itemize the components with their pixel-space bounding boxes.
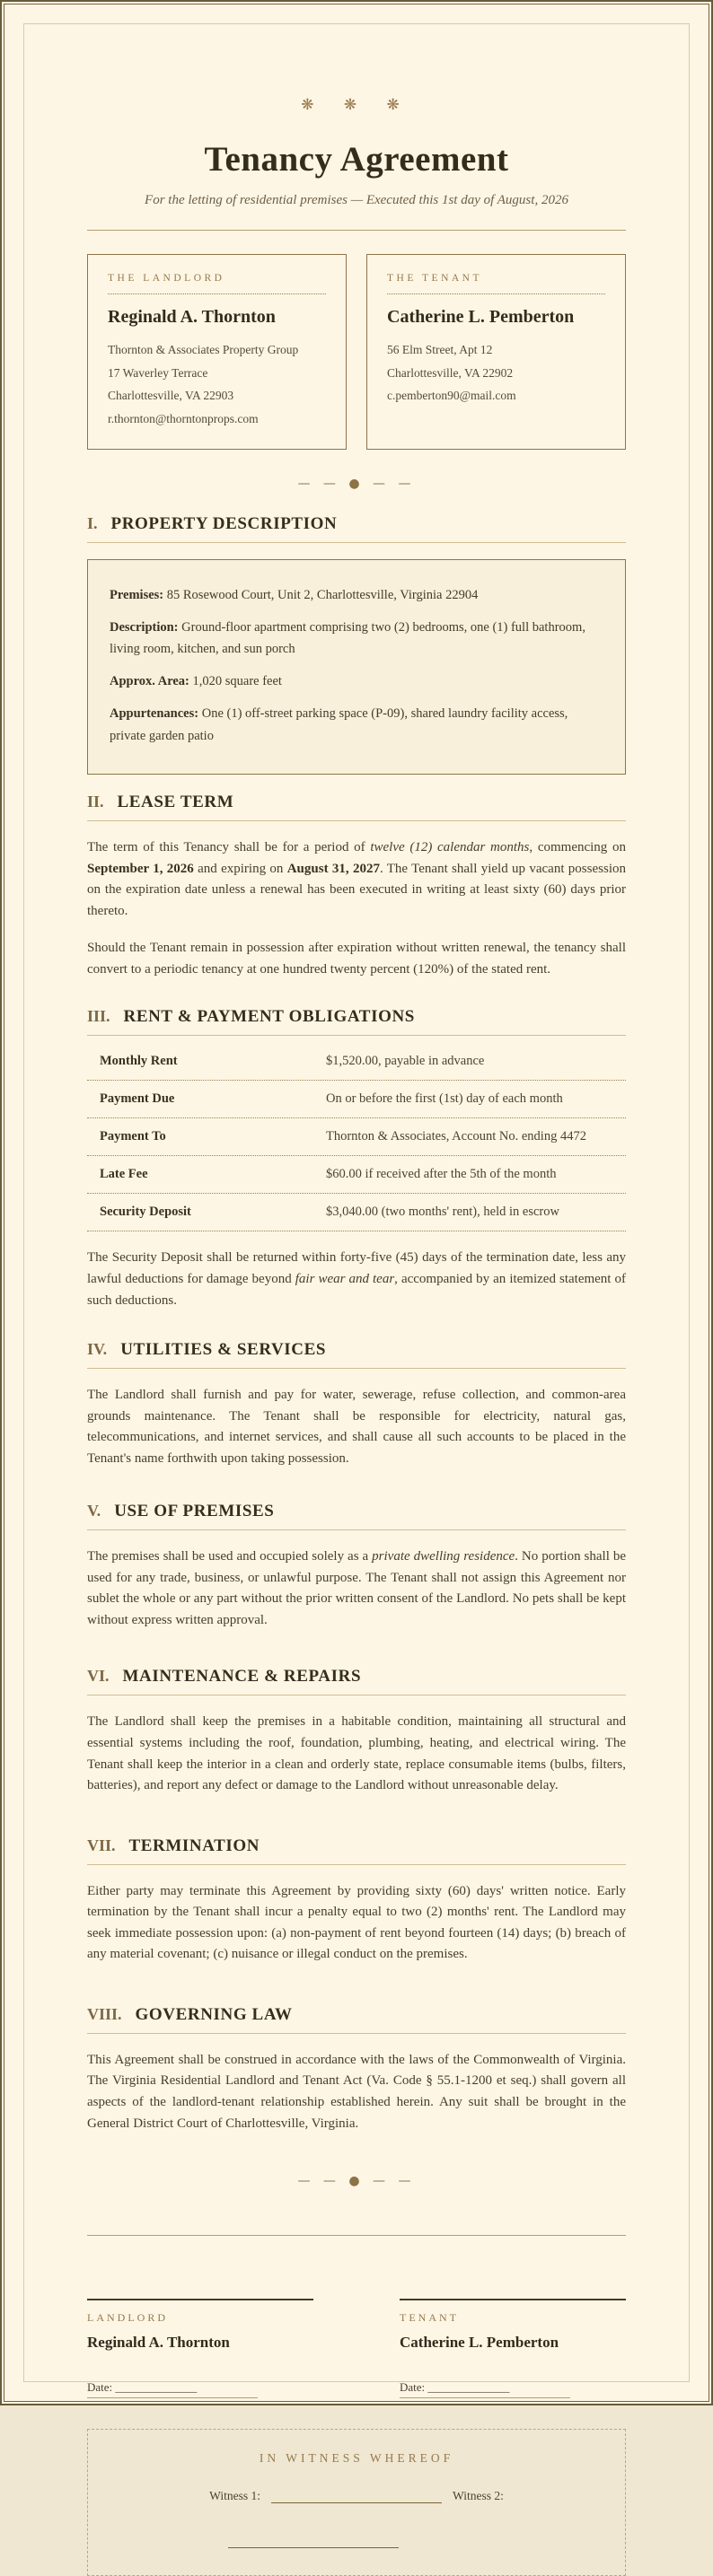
landlord-name: Reginald A. Thornton [108, 307, 276, 327]
section-heading [87, 1667, 626, 1687]
section-lease-term [87, 793, 626, 980]
premises-line: Premises: 85 Rosewood Court, Unit 2, Charlottesville, Virginia 22904 [110, 587, 479, 602]
section-title: GOVERNING LAW [135, 2004, 293, 2024]
witness-row [63, 2536, 564, 2548]
rent-row-value: $1,520.00, payable in advance [326, 1054, 485, 1069]
section-numeral: VIII. [87, 2004, 122, 2023]
witness2-signature-line[interactable] [228, 2536, 399, 2548]
rent-row-label: Monthly Rent [100, 1054, 178, 1069]
section-rule [87, 1529, 626, 1530]
tenant-signature-name: Catherine L. Pemberton [400, 2334, 559, 2352]
section-divider-ornament: — — ● — — [297, 476, 416, 491]
section-heading [87, 1836, 626, 1856]
section-rule [87, 1035, 626, 1036]
section-numeral: VII. [87, 1836, 116, 1854]
section-use-of-premises [87, 1502, 626, 1631]
tenant-role-label: TENANT [400, 2311, 459, 2325]
use-paragraph: The premises shall be used and occupied solely as a private dwelling residence. No portion shall be used for any trade, business, or unlawful purpose. The Tenant shall not assign this Agreement nor sublet the whole or any part without the prior written consent of the Landlord. No pets shall be kept without express written approval. [87, 1549, 627, 1627]
page-border-frame [4, 4, 709, 2503]
rent-row-value: $60.00 if received after the 5th of the month [326, 1167, 557, 1182]
section-rule [87, 1368, 626, 1369]
rent-row-value: $3,040.00 (two months' rent), held in escrow [326, 1205, 559, 1220]
section-numeral: VI. [87, 1667, 110, 1686]
witness2-label: Witness 2: [453, 2489, 504, 2503]
witness-box [87, 2429, 626, 2576]
security-deposit-paragraph: The Security Deposit shall be returned within forty-five (45) days of the termination date, less any lawful deductions for damage beyond fair wear and tear, accompanied by an itemized statement of such deductions. [87, 1250, 626, 1308]
tenant-address-line2: Charlottesville, VA 22902 [387, 365, 514, 380]
section-heading [87, 1007, 626, 1027]
section-heading [87, 514, 626, 534]
parties-grid [87, 254, 626, 450]
description-line: Description: Ground-floor apartment comprising two (2) bedrooms, one (1) full bathroom, living room, kitchen, and sun porch [110, 619, 585, 657]
tenant-details [387, 338, 605, 407]
section-rule [87, 2033, 626, 2034]
rent-table [87, 1043, 626, 1231]
section-title: PROPERTY DESCRIPTION [110, 513, 338, 533]
page-title: Tenancy Agreement [204, 140, 509, 179]
section-termination [87, 1836, 626, 1966]
section-title: RENT & PAYMENT OBLIGATIONS [123, 1007, 415, 1027]
page-subtitle: For the letting of residential premises — Executed this 1st day of August, 2026 [145, 193, 568, 207]
rent-row-label: Security Deposit [100, 1205, 191, 1220]
section-heading [87, 1502, 626, 1521]
section-maintenance [87, 1667, 626, 1796]
landlord-date-field[interactable]: Date: ______________ [87, 2380, 258, 2398]
tenant-address-line1: 56 Elm Street, Apt 12 [387, 343, 493, 356]
lease-term-paragraph-1: The term of this Tenancy shall be for a period of twelve (12) calendar months, commencing on September 1, 2026 and expiring on August 31, 2027. The Tenant shall yield up vacant possession on the expiration date unless a renewal has been executed in writing at least sixty (60) days prior thereto. [87, 840, 626, 918]
tenant-date-field[interactable]: Date: ______________ [400, 2380, 570, 2398]
area-line: Approx. Area: 1,020 square feet [110, 674, 282, 689]
table-row [87, 1118, 626, 1156]
section-numeral: V. [87, 1502, 101, 1520]
header-divider [87, 230, 626, 231]
maintenance-paragraph: The Landlord shall keep the premises in a habitable condition, maintaining all structural and essential systems including the roof, foundation, plumbing, heating, and electrical wiring. The Tenant shall keep the interior in a clean and orderly state, replace consumable items (bulbs, filters, batteries), and report any defect or damage to the Landlord without unreasonable delay. [87, 1714, 626, 1793]
rent-row-value: Thornton & Associates, Account No. ending 4472 [326, 1129, 586, 1144]
landlord-box [87, 254, 347, 450]
section-numeral: II. [87, 793, 104, 811]
section-title: MAINTENANCE & REPAIRS [122, 1667, 362, 1687]
section-property-description [87, 514, 626, 775]
section-governing-law [87, 2005, 626, 2134]
lease-term-paragraph-2: Should the Tenant remain in possession after expiration without written renewal, the tenancy shall convert to a periodic tenancy at one hundred twenty percent (120%) of the stated rent. [87, 941, 626, 977]
section-heading [87, 793, 626, 812]
appurtenances-line: Appurtenances: One (1) off-street parking space (P-09), shared laundry facility access, private garden patio [110, 706, 568, 744]
section-rent-payment [87, 1007, 626, 1311]
section-title: TERMINATION [128, 1836, 260, 1855]
signatures-grid [87, 2299, 626, 2398]
landlord-company: Thornton & Associates Property Group [108, 343, 299, 356]
rent-row-label: Late Fee [100, 1167, 148, 1182]
section-title: UTILITIES & SERVICES [120, 1340, 327, 1360]
section-numeral: IV. [87, 1340, 108, 1359]
landlord-box-label: THE LANDLORD [108, 273, 225, 284]
section-rule [87, 820, 626, 821]
section-rule [87, 542, 626, 543]
section-utilities [87, 1340, 626, 1469]
table-row [87, 1156, 626, 1194]
section-numeral: I. [87, 513, 98, 532]
rent-row-label: Payment Due [100, 1091, 175, 1107]
utilities-paragraph: The Landlord shall furnish and pay for water, sewerage, refuse collection, and common-area grounds maintenance. The Tenant shall be responsible for electricity, natural gas, telecommunications, and internet services, and shall cause all such accounts to be placed in the Tenant's name forthwith upon taking possession. [87, 1388, 626, 1466]
landlord-signature-name: Reginald A. Thornton [87, 2334, 230, 2352]
table-row [87, 1194, 626, 1231]
termination-paragraph: Either party may terminate this Agreement by providing sixty (60) days' written notice. Early termination by the Tenant shall incur a penalty equal to two (2) months' rent. The Landlord may seek immediate possession upon: (a) non-payment of rent beyond fourteen (14) days; (b) breach of any material covenant; (c) nuisance or illegal conduct on the premises. [87, 1883, 626, 1962]
closing-divider-ornament: — — ● — — [297, 2174, 416, 2189]
governing-law-paragraph: This Agreement shall be construed in accordance with the laws of the Commonwealth of Virginia. The Virginia Residential Landlord and Tenant Act (Va. Code § 55.1-1200 et seq.) shall govern all aspects of the landlord-tenant relationship established herein. Any suit shall be brought in the General District Court of Charlottesville, Virginia. [87, 2052, 626, 2131]
tenant-name: Catherine L. Pemberton [387, 307, 575, 327]
witness1-signature-line[interactable] [271, 2491, 442, 2503]
tenant-signature-block [400, 2299, 626, 2398]
table-row [87, 1081, 626, 1118]
page-inner-hairline-frame [23, 23, 690, 2503]
section-rule [87, 1864, 626, 1865]
landlord-email: r.thornton@thorntonprops.com [108, 411, 259, 425]
tenant-box-label: THE TENANT [387, 273, 483, 284]
rent-row-value: On or before the first (1st) day of each month [326, 1091, 563, 1107]
section-title: USE OF PREMISES [114, 1502, 275, 1521]
tenant-box [366, 254, 626, 450]
witness1-label: Witness 1: [209, 2489, 260, 2503]
landlord-address-line2: Charlottesville, VA 22903 [108, 389, 234, 403]
landlord-address-line1: 17 Waverley Terrace [108, 365, 208, 380]
section-title: LEASE TERM [117, 793, 234, 812]
table-row [87, 1043, 626, 1081]
landlord-role-label: LANDLORD [87, 2311, 168, 2325]
property-details-box [87, 559, 626, 775]
section-heading [87, 1340, 626, 1360]
landlord-signature-block [87, 2299, 313, 2398]
witness-box-title: IN WITNESS WHEREOF [259, 2451, 454, 2466]
witness-row [106, 2489, 607, 2503]
rent-row-label: Payment To [100, 1129, 166, 1144]
signature-area-divider [87, 2235, 626, 2236]
landlord-details [108, 338, 326, 431]
section-heading [87, 2005, 626, 2025]
section-numeral: III. [87, 1007, 110, 1026]
tenant-email: c.pemberton90@mail.com [387, 389, 516, 403]
ornament-asterisks: ❋ ❋ ❋ [301, 96, 412, 114]
